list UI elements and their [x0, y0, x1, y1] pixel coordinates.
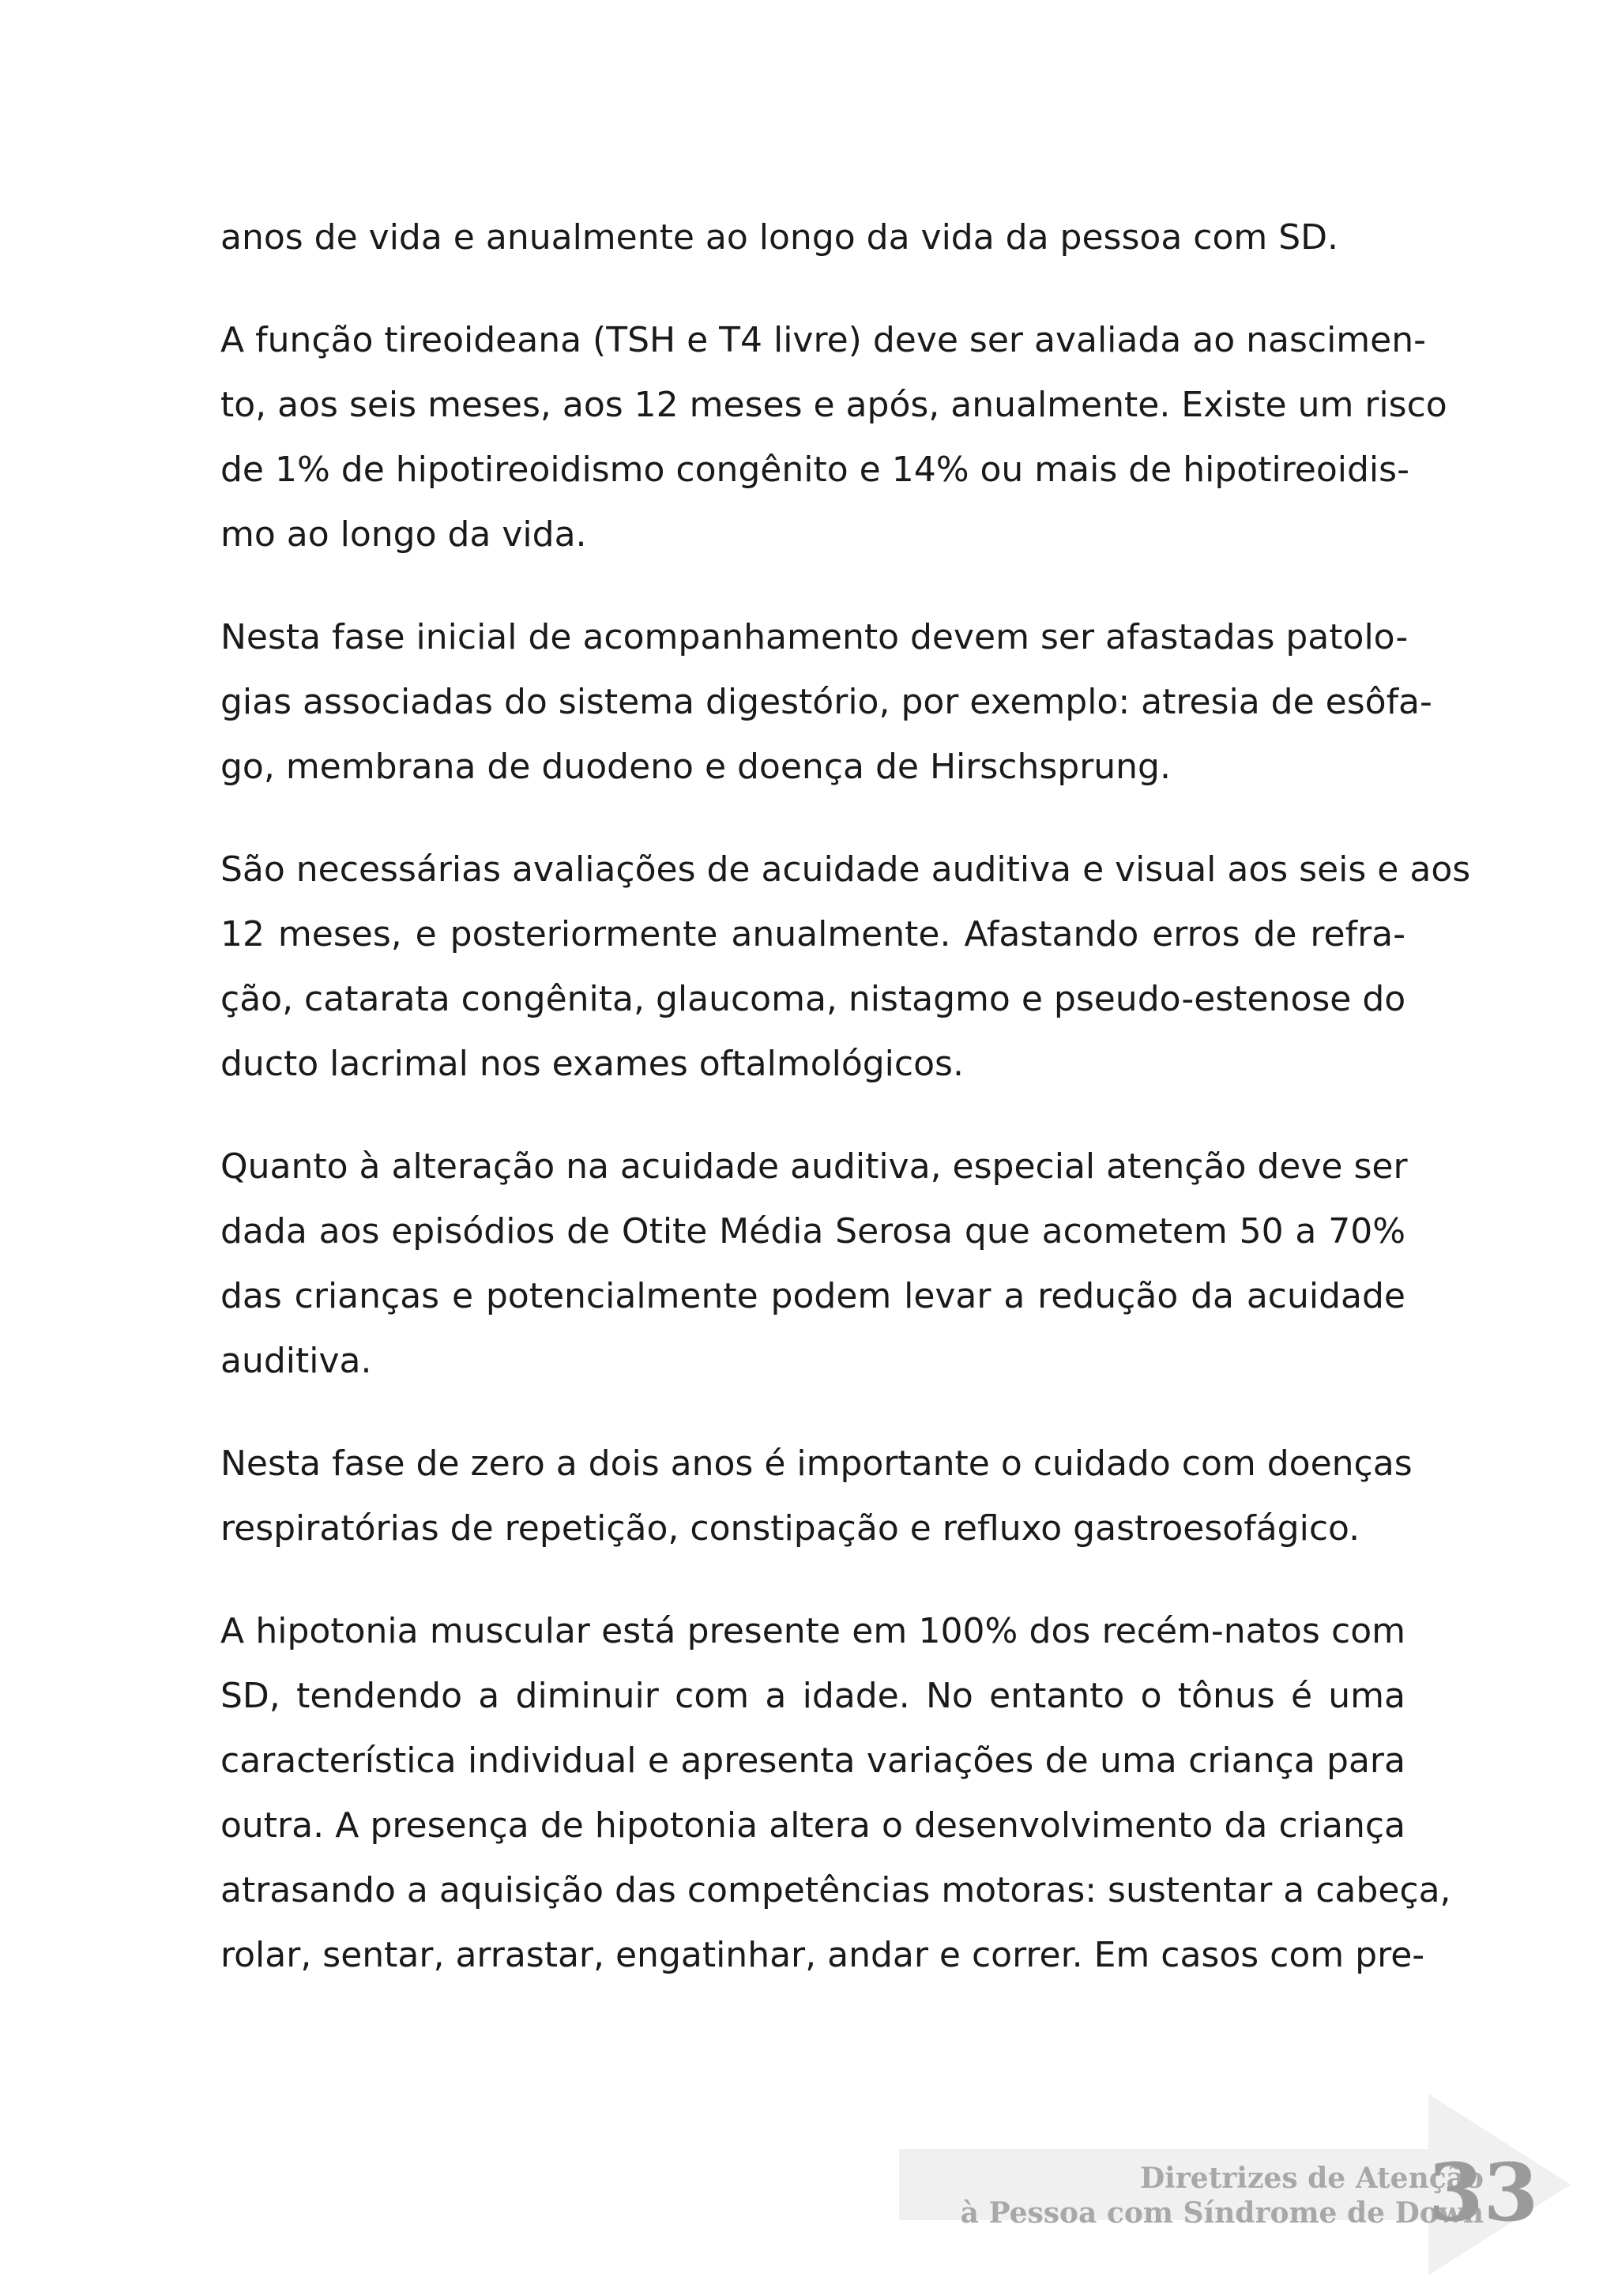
text-line: rolar, sentar, arrastar, engatinhar, andar e correr. Em casos com pre-	[220, 1935, 1425, 1975]
text-line: to, aos seis meses, aos 12 meses e após, anualmente. Existe um risco	[220, 385, 1447, 425]
text-line: Quanto à alteração na acuidade auditiva, especial atenção deve ser	[220, 1146, 1408, 1187]
text-line: respiratórias de repetição, constipação e refluxo gastroesofágico.	[220, 1508, 1360, 1549]
paragraph	[220, 308, 1447, 567]
text-line: característica individual e apresenta variações de uma criança para	[220, 1741, 1405, 1781]
paragraph	[220, 1599, 1451, 1988]
text-line: gias associadas do sistema digestório, por exemplo: atresia de esôfa-	[220, 682, 1432, 722]
text-line: anos de vida e anualmente ao longo da vida da pessoa com SD.	[220, 217, 1339, 258]
text-line: go, membrana de duodeno e doença de Hirschsprung.	[220, 747, 1171, 787]
text-line: auditiva.	[220, 1341, 372, 1381]
text-line: SD, tendendo a diminuir com a idade. No entanto o tônus é uma	[220, 1676, 1405, 1716]
text-line: Nesta fase de zero a dois anos é importante o cuidado com doenças	[220, 1443, 1413, 1484]
paragraph	[220, 605, 1432, 800]
text-line: de 1% de hipotireoidismo congênito e 14% ou mais de hipotireoidis-	[220, 450, 1409, 490]
footer-title-line2: à Pessoa com Síndrome de Down	[960, 2196, 1484, 2230]
page-footer	[899, 2094, 1578, 2275]
text-line: A hipotonia muscular está presente em 100% dos recém-natos com	[220, 1611, 1405, 1651]
paragraph	[220, 205, 1405, 270]
text-line: outra. A presença de hipotonia altera o desenvolvimento da criança	[220, 1805, 1405, 1846]
text-line: São necessárias avaliações de acuidade auditiva e visual aos seis e aos	[220, 849, 1471, 890]
text-line: A função tireoideana (TSH e T4 livre) deve ser avaliada ao nascimen-	[220, 320, 1426, 360]
text-line: das crianças e potencialmente podem levar a redução da acuidade	[220, 1276, 1405, 1316]
text-line: mo ao longo da vida.	[220, 514, 587, 555]
body-text	[220, 205, 1471, 1988]
footer-title	[961, 2161, 1484, 2230]
footer-title-line1: Diretrizes de Atenção	[1139, 2162, 1484, 2195]
text-line: ção, catarata congênita, glaucoma, nistagmo e pseudo-estenose do	[220, 979, 1406, 1019]
text-line: dada aos episódios de Otite Média Serosa que acometem 50 a 70%	[220, 1211, 1405, 1252]
text-line: atrasando a aquisição das competências motoras: sustentar a cabeça,	[220, 1870, 1451, 1910]
text-line: 12 meses, e posteriormente anualmente. Afastando erros de refra-	[220, 914, 1405, 954]
text-line: Nesta fase inicial de acompanhamento devem ser afastadas patolo-	[220, 617, 1409, 657]
paragraph	[220, 837, 1471, 1097]
paragraph	[220, 1432, 1413, 1561]
page-number: 33	[1428, 2146, 1539, 2239]
text-line: ducto lacrimal nos exames oftalmológicos.	[220, 1044, 964, 1084]
paragraph	[220, 1135, 1408, 1394]
